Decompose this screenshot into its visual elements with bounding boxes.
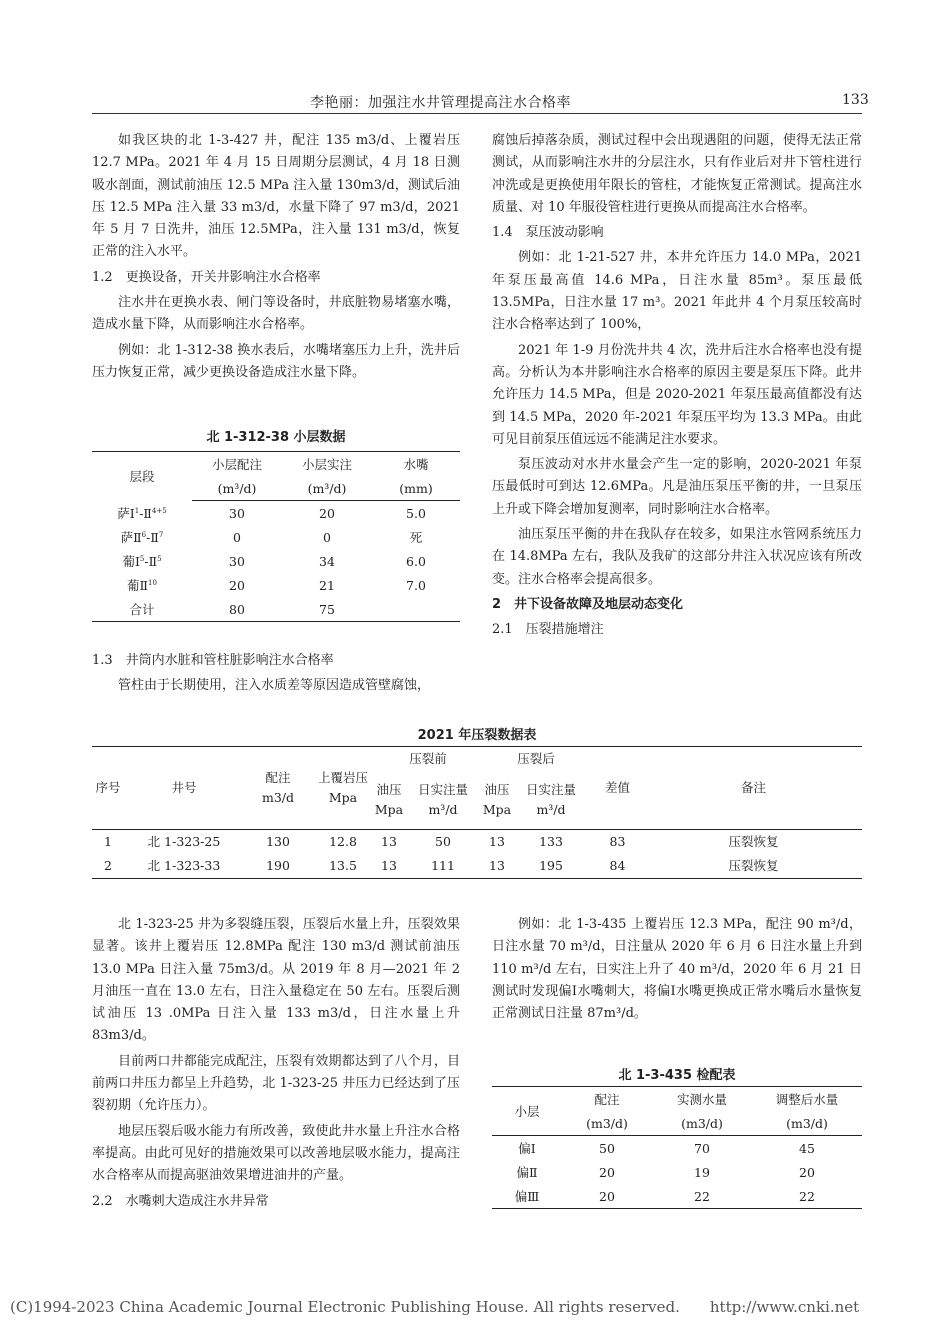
paragraph: 地层压裂后吸水能力有所改善，致使此井水量上升注水合格率提高。由此可见好的措施效果可以改善地层吸水能力，提高注水合格率从而提高驱油效果增进油井的产量。 (92, 1123, 460, 1184)
section-heading-2-2: 2.2 水嘴刺大造成注水井异常 (92, 1193, 269, 1209)
t3-cell: 22 (694, 1188, 710, 1204)
t1-cell: 80 (229, 601, 245, 617)
t2-cell: 130 (266, 834, 290, 849)
t1-cell: 30 (229, 553, 245, 569)
t1-unit: (mm) (372, 476, 460, 501)
t2-cell: 北 1-323-25 (147, 834, 221, 849)
t2-header-diff: 差值 (590, 747, 645, 830)
t3-header: 调整后水量 (775, 1092, 839, 1107)
paragraph: 油压泵压平衡的井在我队存在较多，如果注水管网系统压力在 14.8MPa 左右，我队及我矿的这部分井注入状况应该有所改变。注水合格率会提高很多。 (492, 527, 862, 587)
paragraph: 泵压波动对水井水量会产生一定的影响，2020-2021 年泵压最低时可到达 12.6MPa。凡是油压泵压平衡的井，一旦泵压上升或下降会增加复测率，同时影响注水合格率。 (492, 457, 862, 517)
paragraph: 目前两口井都能完成配注，压裂有效期都达到了八个月，目前两口井压力都呈上升趋势，北 1-323-25 井压力已经达到了压裂初期（允许压力）。 (92, 1053, 460, 1114)
t2-cell: 190 (266, 858, 290, 873)
t2-cell: 83 (609, 834, 626, 849)
t2-header-note: 备注 (645, 747, 862, 830)
table-row (92, 573, 460, 597)
table-row (92, 549, 460, 573)
t1-layer-cell: 葡Ⅰ$^5$-Ⅱ$^5$ (122, 554, 162, 569)
t2-cell: 13 (489, 834, 505, 849)
t3-cell: 45 (799, 1140, 815, 1156)
t1-cell: 21 (319, 577, 335, 593)
t2-cell: 111 (431, 858, 455, 873)
t2-header-well: 井号 (124, 747, 244, 830)
table-row (92, 525, 460, 549)
t2-cell: 压裂恢复 (728, 834, 779, 849)
t3-unit: (m3/d) (752, 1111, 862, 1136)
table3-caption: 北 1-3-435 检配表 (618, 1068, 736, 1083)
paragraph: 如我区块的北 1-3-427 井，配注 135 m3/d、上覆岩压 12.7 MPa。2021 年 4 月 15 日周期分层测试，4 月 18 日测吸水剖面，测试前油压 12.5 MPa 注入量 130m3/d，测试后油压 12.5 MPa 注入量 33 m3/d，水量下降了 97 m3/d，2021 年 5 月 7 日洗井，油压 12.5MPa，注入量 131 m3/d，恢复正常的注入水平。 (92, 133, 460, 260)
t3-cell: 22 (799, 1188, 815, 1204)
t3-cell: 20 (599, 1164, 615, 1180)
left-column-lower (92, 914, 460, 1216)
t3-cell: 偏Ⅱ (516, 1165, 538, 1180)
right-column-upper (492, 130, 862, 645)
t3-cell: 20 (599, 1188, 615, 1204)
t1-header: 小层配注 (211, 457, 262, 472)
t1-layer-cell: 萨Ⅱ$^6$-Ⅱ$^7$ (120, 530, 164, 545)
t2-header-after: 压裂后 (517, 751, 555, 766)
t2-header-oil-before: 油压 Mpa (374, 771, 404, 830)
t2-cell: 12.8 (329, 834, 357, 849)
left-column-upper-tail (92, 650, 460, 701)
t2-cell: 50 (435, 834, 451, 849)
table-row (492, 1136, 862, 1161)
t1-layer-cell: 合计 (129, 602, 155, 617)
table-row (92, 830, 862, 855)
table2-caption: 2021 年压裂数据表 (417, 728, 537, 743)
paragraph: 2021 年 1-9 月份洗井共 4 次，洗井后注水合格率也没有提高。分析认为本井影响注水合格率的原因主要是泵压下降。此井允许压力 14.5 MPa，但是 2020-2021 年泵压最高值都没有达到 14.5 MPa，2020 年-2021 年泵压平均为 13.3 MPa。由此可见目前泵压值远远不能满足注水要求。 (492, 342, 862, 447)
paragraph: 例如：北 1-3-435 上覆岩压 12.3 MPa，配注 90 m³/d，日注水量 70 m³/d，日注量从 2020 年 6 月 6 日注水量上升到 110 m³/d 左右，日实注上升了 40 m³/d，2020 年 6 月 21 日测试时发现偏Ⅰ水嘴刺大，将偏Ⅰ水嘴更换成正常水嘴后水量恢复正常测试日注量 87m³/d。 (492, 917, 862, 1022)
t2-cell: 195 (539, 858, 563, 873)
t2-cell: 13 (381, 858, 397, 873)
t2-cell: 13 (381, 834, 397, 849)
paragraph: 腐蚀后掉落杂质，测试过程中会出现遇阻的问题，使得无法正常测试，从而影响注水井的分层注水，只有作业后对井下管柱进行冲洗或是更换使用年限长的管柱，才能恢复正常测试。提高注水质量、对 10 年服役管柱进行更换从而提高注水合格率。 (492, 133, 862, 215)
t3-cell: 偏Ⅰ (518, 1141, 536, 1156)
t1-header: 小层实注 (301, 457, 352, 472)
t1-layer-cell: 葡Ⅱ$^{10}$ (127, 578, 157, 593)
t1-cell: 死 (409, 530, 423, 545)
table-row (92, 854, 862, 879)
t1-cell: 20 (229, 577, 245, 593)
right-column-lower (492, 914, 862, 1028)
t1-cell: 34 (319, 553, 335, 569)
t3-header: 实测水量 (676, 1092, 727, 1107)
t3-header-layer: 小层 (492, 1087, 562, 1136)
table1-sublayer-data (92, 451, 460, 622)
t1-unit: (m³/d) (192, 476, 282, 501)
t2-header-overburden: 上覆岩压 Mpa (312, 747, 374, 830)
t3-cell: 偏Ⅲ (514, 1189, 540, 1204)
running-header-title: 李艳丽：加强注水井管理提高注水合格率 (310, 95, 571, 111)
table-row (492, 1160, 862, 1184)
t1-unit: (m³/d) (282, 476, 372, 501)
t3-cell: 19 (694, 1164, 710, 1180)
t3-cell: 70 (694, 1140, 710, 1156)
t2-header-pz: 配注 m3/d (244, 747, 312, 830)
t2-cell: 北 1-323-33 (147, 858, 221, 873)
table-row (92, 597, 460, 622)
t2-cell: 133 (539, 834, 563, 849)
t1-cell: 6.0 (406, 553, 426, 569)
t1-layer-cell: 萨Ⅰ$^1$-Ⅱ$^{4+5}$ (117, 505, 167, 521)
t3-unit: (m3/d) (652, 1111, 752, 1136)
table1-caption: 北 1-312-38 小层数据 (206, 430, 346, 445)
t1-cell: 75 (319, 601, 335, 617)
header-rule (92, 113, 862, 114)
paragraph: 管柱由于长期使用，注入水质差等原因造成管壁腐蚀， (118, 678, 431, 694)
copyright-footer: (C)1994-2023 China Academic Journal Electronic Publishing House. All rights reserved. http://www.cnki.net (10, 1298, 860, 1316)
paragraph: 例如：北 1-21-527 井，本井允许压力 14.0 MPa，2021 年泵压最高值 14.6 MPa，日注水量 85m³。泵压最低 13.5MPa，日注水量 17 m³。2021 年此井 4 个月泵压较高时注水合格率达到了 100%， (492, 250, 862, 333)
t1-cell: 20 (319, 505, 335, 521)
t1-cell: 30 (229, 505, 245, 521)
t2-cell: 13.5 (329, 858, 357, 873)
section-heading-1-2: 1.2 更换设备，开关井影响注水合格率 (92, 269, 321, 285)
t1-header-layer: 层段 (129, 469, 155, 485)
table2-fracturing-data (92, 746, 862, 879)
t2-cell: 2 (104, 858, 112, 873)
section-heading-1-3: 1.3 井筒内水脏和管柱脏影响注水合格率 (92, 653, 334, 668)
t1-cell: 0 (323, 529, 331, 545)
t2-header-seq: 序号 (92, 747, 124, 830)
t2-header-before: 压裂前 (409, 751, 447, 766)
paragraph: 注水井在更换水表、闸门等设备时，井底脏物易堵塞水嘴，造成水量下降，从而影响注水合格率。 (92, 295, 460, 333)
t3-cell: 20 (799, 1164, 815, 1180)
section-heading-1-4: 1.4 泵压波动影响 (492, 225, 604, 241)
table3-inspection-data (492, 1086, 862, 1209)
t3-cell: 50 (599, 1140, 615, 1156)
t2-cell: 13 (489, 858, 505, 873)
table-row (492, 1184, 862, 1209)
t2-cell: 1 (104, 834, 112, 849)
section-heading-2-1: 2.1 压裂措施增注 (492, 622, 604, 638)
t1-cell (372, 597, 460, 622)
t3-unit: (m3/d) (562, 1111, 652, 1136)
left-column-upper (92, 130, 460, 387)
table-row (92, 501, 460, 526)
t2-cell: 84 (609, 858, 626, 873)
paragraph: 例如：北 1-312-38 换水表后，水嘴堵塞压力上升，洗井后压力恢复正常，减少更换设备造成注水量下降。 (92, 342, 460, 380)
t2-header-day-after: 日实注量 m³/d (512, 771, 590, 830)
section-heading-2: 2 井下设备故障及地层动态变化 (492, 596, 684, 612)
t3-header: 配注 (594, 1092, 620, 1107)
t1-cell: 5.0 (406, 505, 426, 521)
paragraph: 北 1-323-25 井为多裂缝压裂，压裂后水量上升，压裂效果显著。该井上覆岩压 12.8MPa 配注 130 m3/d 测试前油压 13.0 MPa 日注入量 75m3/d。从 2019 年 8 月—2021 年 2 月油压一直在 13.0 左右，日注入量稳定在 50 左右。压裂后测试油压 13 .0MPa 日注入量 133 m3/d，日注水量上升 83m3/d。 (92, 917, 460, 1044)
t2-header-day-before: 日实注量 m³/d (404, 771, 482, 830)
page-number: 133 (842, 92, 869, 108)
t2-header-oil-after: 油压 Mpa (482, 771, 512, 830)
t2-cell: 压裂恢复 (728, 858, 779, 873)
t1-header: 水嘴 (403, 457, 429, 472)
t1-cell: 7.0 (406, 577, 426, 593)
t1-cell: 0 (233, 529, 241, 545)
